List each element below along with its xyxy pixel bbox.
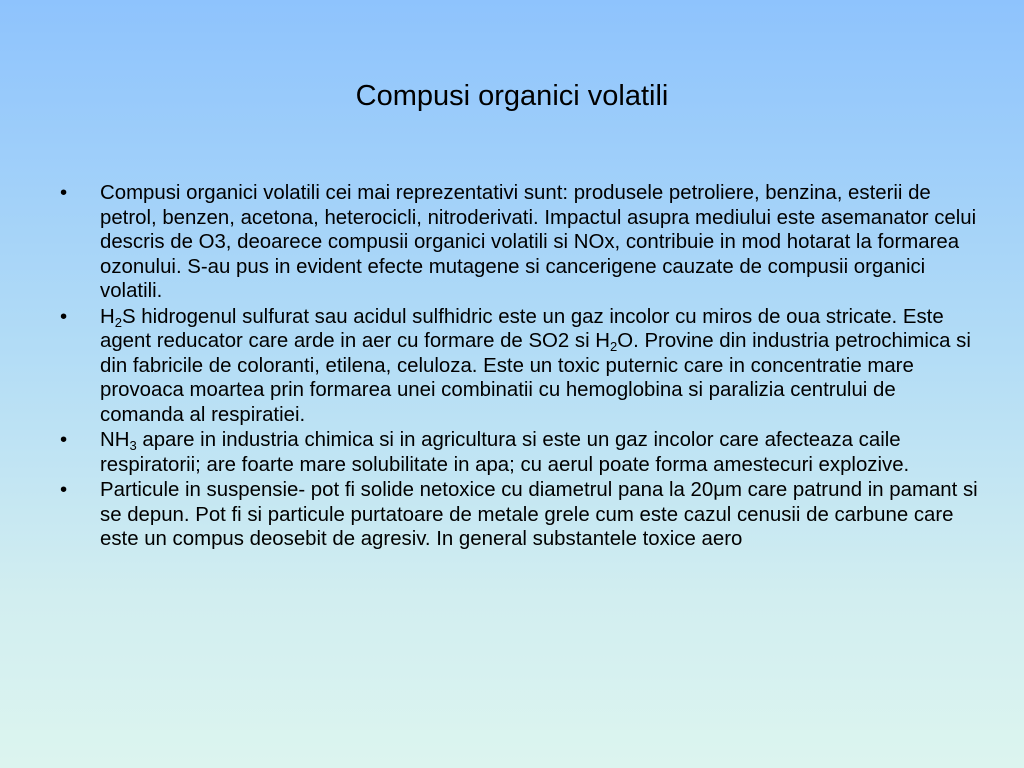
bullet-text bbox=[100, 306, 971, 426]
bullet-item-particles bbox=[60, 478, 980, 552]
bullet-item-nh3 bbox=[60, 428, 980, 477]
bullet-text bbox=[100, 182, 976, 302]
subscript: 2 bbox=[610, 339, 618, 354]
text-run: Compusi organici volatili cei mai reprezentativi sunt: produsele petroliere, benzina, esterii de petrol, benzen, acetona, heterocicli, nitroderivati. Impactul asupra mediului este asemanator celui descris de O3, deoarece compusii organici volatili si NOx, contribuie in mod hotarat la formarea ozonului. S-au pus in evident efecte mutagene si cancerigene cauzate de compusii organici volatili. bbox=[100, 182, 977, 302]
bullet-list bbox=[60, 181, 980, 553]
bullet-marker: • bbox=[60, 305, 68, 328]
subscript: 2 bbox=[114, 314, 122, 330]
text-run: H bbox=[100, 305, 115, 328]
bullet-marker: • bbox=[60, 479, 68, 501]
bullet-marker: • bbox=[60, 429, 68, 451]
bullet-text bbox=[100, 479, 978, 550]
bullet-item-voc bbox=[60, 181, 980, 304]
bullet-marker: • bbox=[60, 182, 68, 204]
text-run: S hidrogenul sulfurat sau acidul sulfhidric este un gaz incolor cu miros de oua stricate. Este agent reducator care arde in aer cu formare de SO2 si H bbox=[100, 305, 944, 352]
bullet-text bbox=[100, 429, 909, 476]
subscript: 3 bbox=[129, 438, 137, 453]
text-run: Particule in suspensie- pot fi solide netoxice cu diametrul pana la 20μm care patrund in pamant si se depun. Pot fi si particule purtatoare de metale grele cum este cazul cenusii de carbune care este un compus deosebit de agresiv. In general substantele toxice aero bbox=[100, 479, 978, 550]
text-run: NH bbox=[100, 429, 130, 451]
text-run: O. Provine din industria petrochimica si din fabricile de coloranti, etilena, celuloza. Este un toxic puternic care in concentratie mare provoaca moartea prin formarea unei combinatii cu hemoglobina si paralizia centrului de comanda al respiratiei. bbox=[100, 330, 971, 426]
slide-title: Compusi organici volatili bbox=[355, 80, 669, 112]
bullet-item-h2s bbox=[60, 305, 980, 428]
text-run: apare in industria chimica si in agricultura si este un gaz incolor care afecteaza caile respiratorii; are foarte mare solubilitate in apa; cu aerul poate forma amestecuri explozive. bbox=[100, 429, 910, 476]
